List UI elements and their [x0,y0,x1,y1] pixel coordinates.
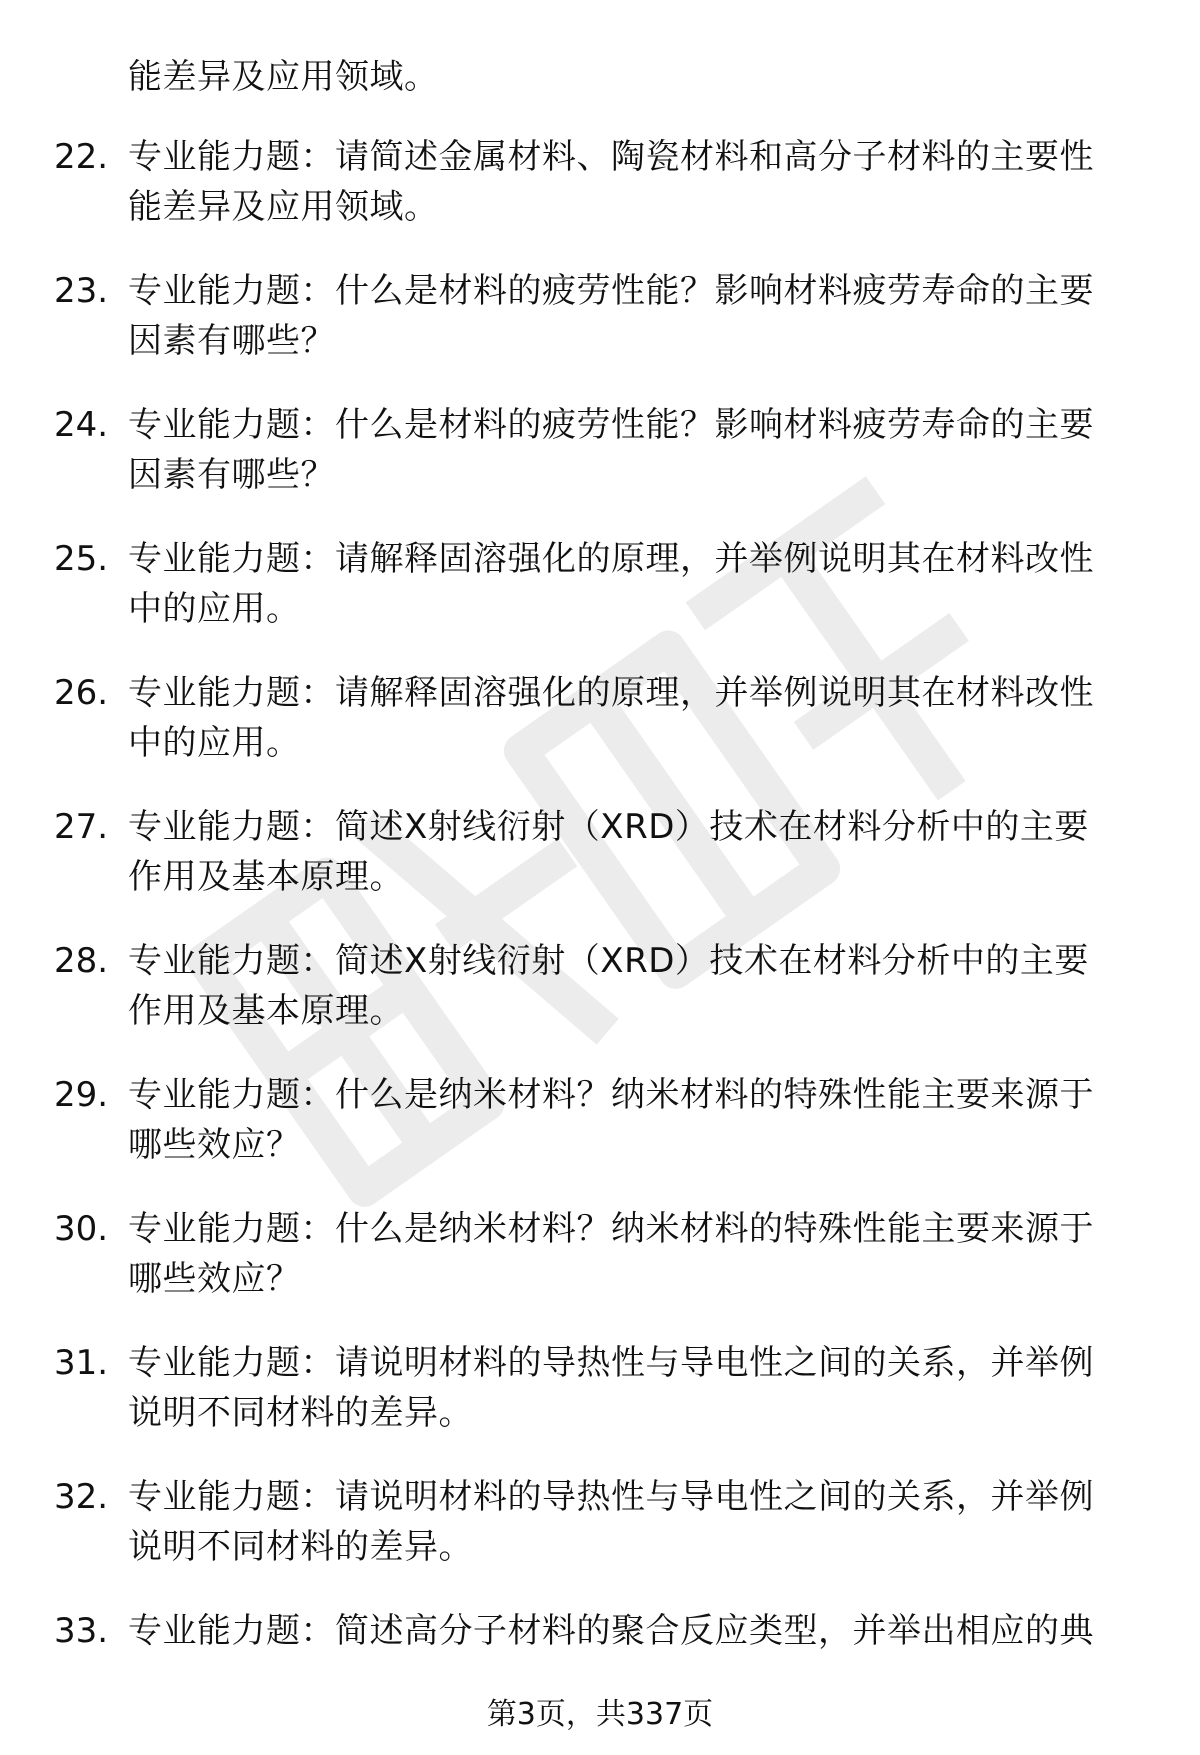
question-number: 33. [54,1611,109,1651]
question-line: 专业能力题：简述X射线衍射（XRD）技术在材料分析中的主要 [128,807,1089,847]
question-line: 哪些效应？ [128,1125,301,1165]
continuation-text: 能差异及应用领域。 [128,57,439,97]
question-number: 29. [54,1075,109,1115]
question-line: 专业能力题：什么是纳米材料？纳米材料的特殊性能主要来源于 [128,1075,1094,1115]
question-number: 25. [54,539,109,579]
question-line: 哪些效应？ [128,1259,301,1299]
question-line: 专业能力题：什么是材料的疲劳性能？影响材料疲劳寿命的主要 [128,271,1094,311]
question-text [128,1606,1154,1656]
question-item [54,1606,1154,1656]
question-number: 30. [54,1209,109,1249]
question-number: 32. [54,1477,109,1517]
question-line: 因素有哪些？ [128,455,335,495]
question-item [54,1070,1154,1170]
question-item [54,802,1154,902]
question-line: 中的应用。 [128,723,301,763]
question-text [128,400,1154,500]
question-line: 因素有哪些？ [128,321,335,361]
question-number: 28. [54,941,109,981]
question-text [128,534,1154,634]
question-text [128,936,1154,1036]
question-text [128,1204,1154,1304]
question-number: 23. [54,271,109,311]
question-line: 说明不同材料的差异。 [128,1527,473,1567]
question-line: 能差异及应用领域。 [128,187,439,227]
question-number: 22. [54,137,109,177]
question-item [54,534,1154,634]
question-number: 31. [54,1343,109,1383]
question-item [54,1338,1154,1438]
page-footer: 第3页，共337页 [486,1697,714,1732]
question-list [54,132,1154,1656]
question-text [128,266,1154,366]
question-text [128,132,1154,232]
question-text [128,802,1154,902]
question-item [54,936,1154,1036]
question-line: 作用及基本原理。 [128,857,404,897]
question-number: 24. [54,405,109,445]
question-item [54,132,1154,232]
question-text [128,1338,1154,1438]
question-line: 专业能力题：请解释固溶强化的原理，并举例说明其在材料改性 [128,673,1094,713]
question-line: 专业能力题：请说明材料的导热性与导电性之间的关系，并举例 [128,1477,1094,1517]
question-line: 专业能力题：请解释固溶强化的原理，并举例说明其在材料改性 [128,539,1094,579]
question-line: 中的应用。 [128,589,301,629]
question-line: 作用及基本原理。 [128,991,404,1031]
question-number: 26. [54,673,109,713]
question-line: 专业能力题：什么是纳米材料？纳米材料的特殊性能主要来源于 [128,1209,1094,1249]
question-line: 专业能力题：请简述金属材料、陶瓷材料和高分子材料的主要性 [128,137,1094,177]
question-line: 专业能力题：请说明材料的导热性与导电性之间的关系，并举例 [128,1343,1094,1383]
question-content [54,52,1154,1690]
question-item [54,266,1154,366]
question-line: 专业能力题：什么是材料的疲劳性能？影响材料疲劳寿命的主要 [128,405,1094,445]
question-text [128,1070,1154,1170]
question-text [128,1472,1154,1572]
question-item [54,400,1154,500]
question-item [54,668,1154,768]
question-line: 说明不同材料的差异。 [128,1393,473,1433]
question-item [54,1204,1154,1304]
question-line: 专业能力题：简述高分子材料的聚合反应类型，并举出相应的典 [128,1611,1094,1651]
question-line: 专业能力题：简述X射线衍射（XRD）技术在材料分析中的主要 [128,941,1089,981]
question-number: 27. [54,807,109,847]
question-text [128,668,1154,768]
question-item [54,1472,1154,1572]
